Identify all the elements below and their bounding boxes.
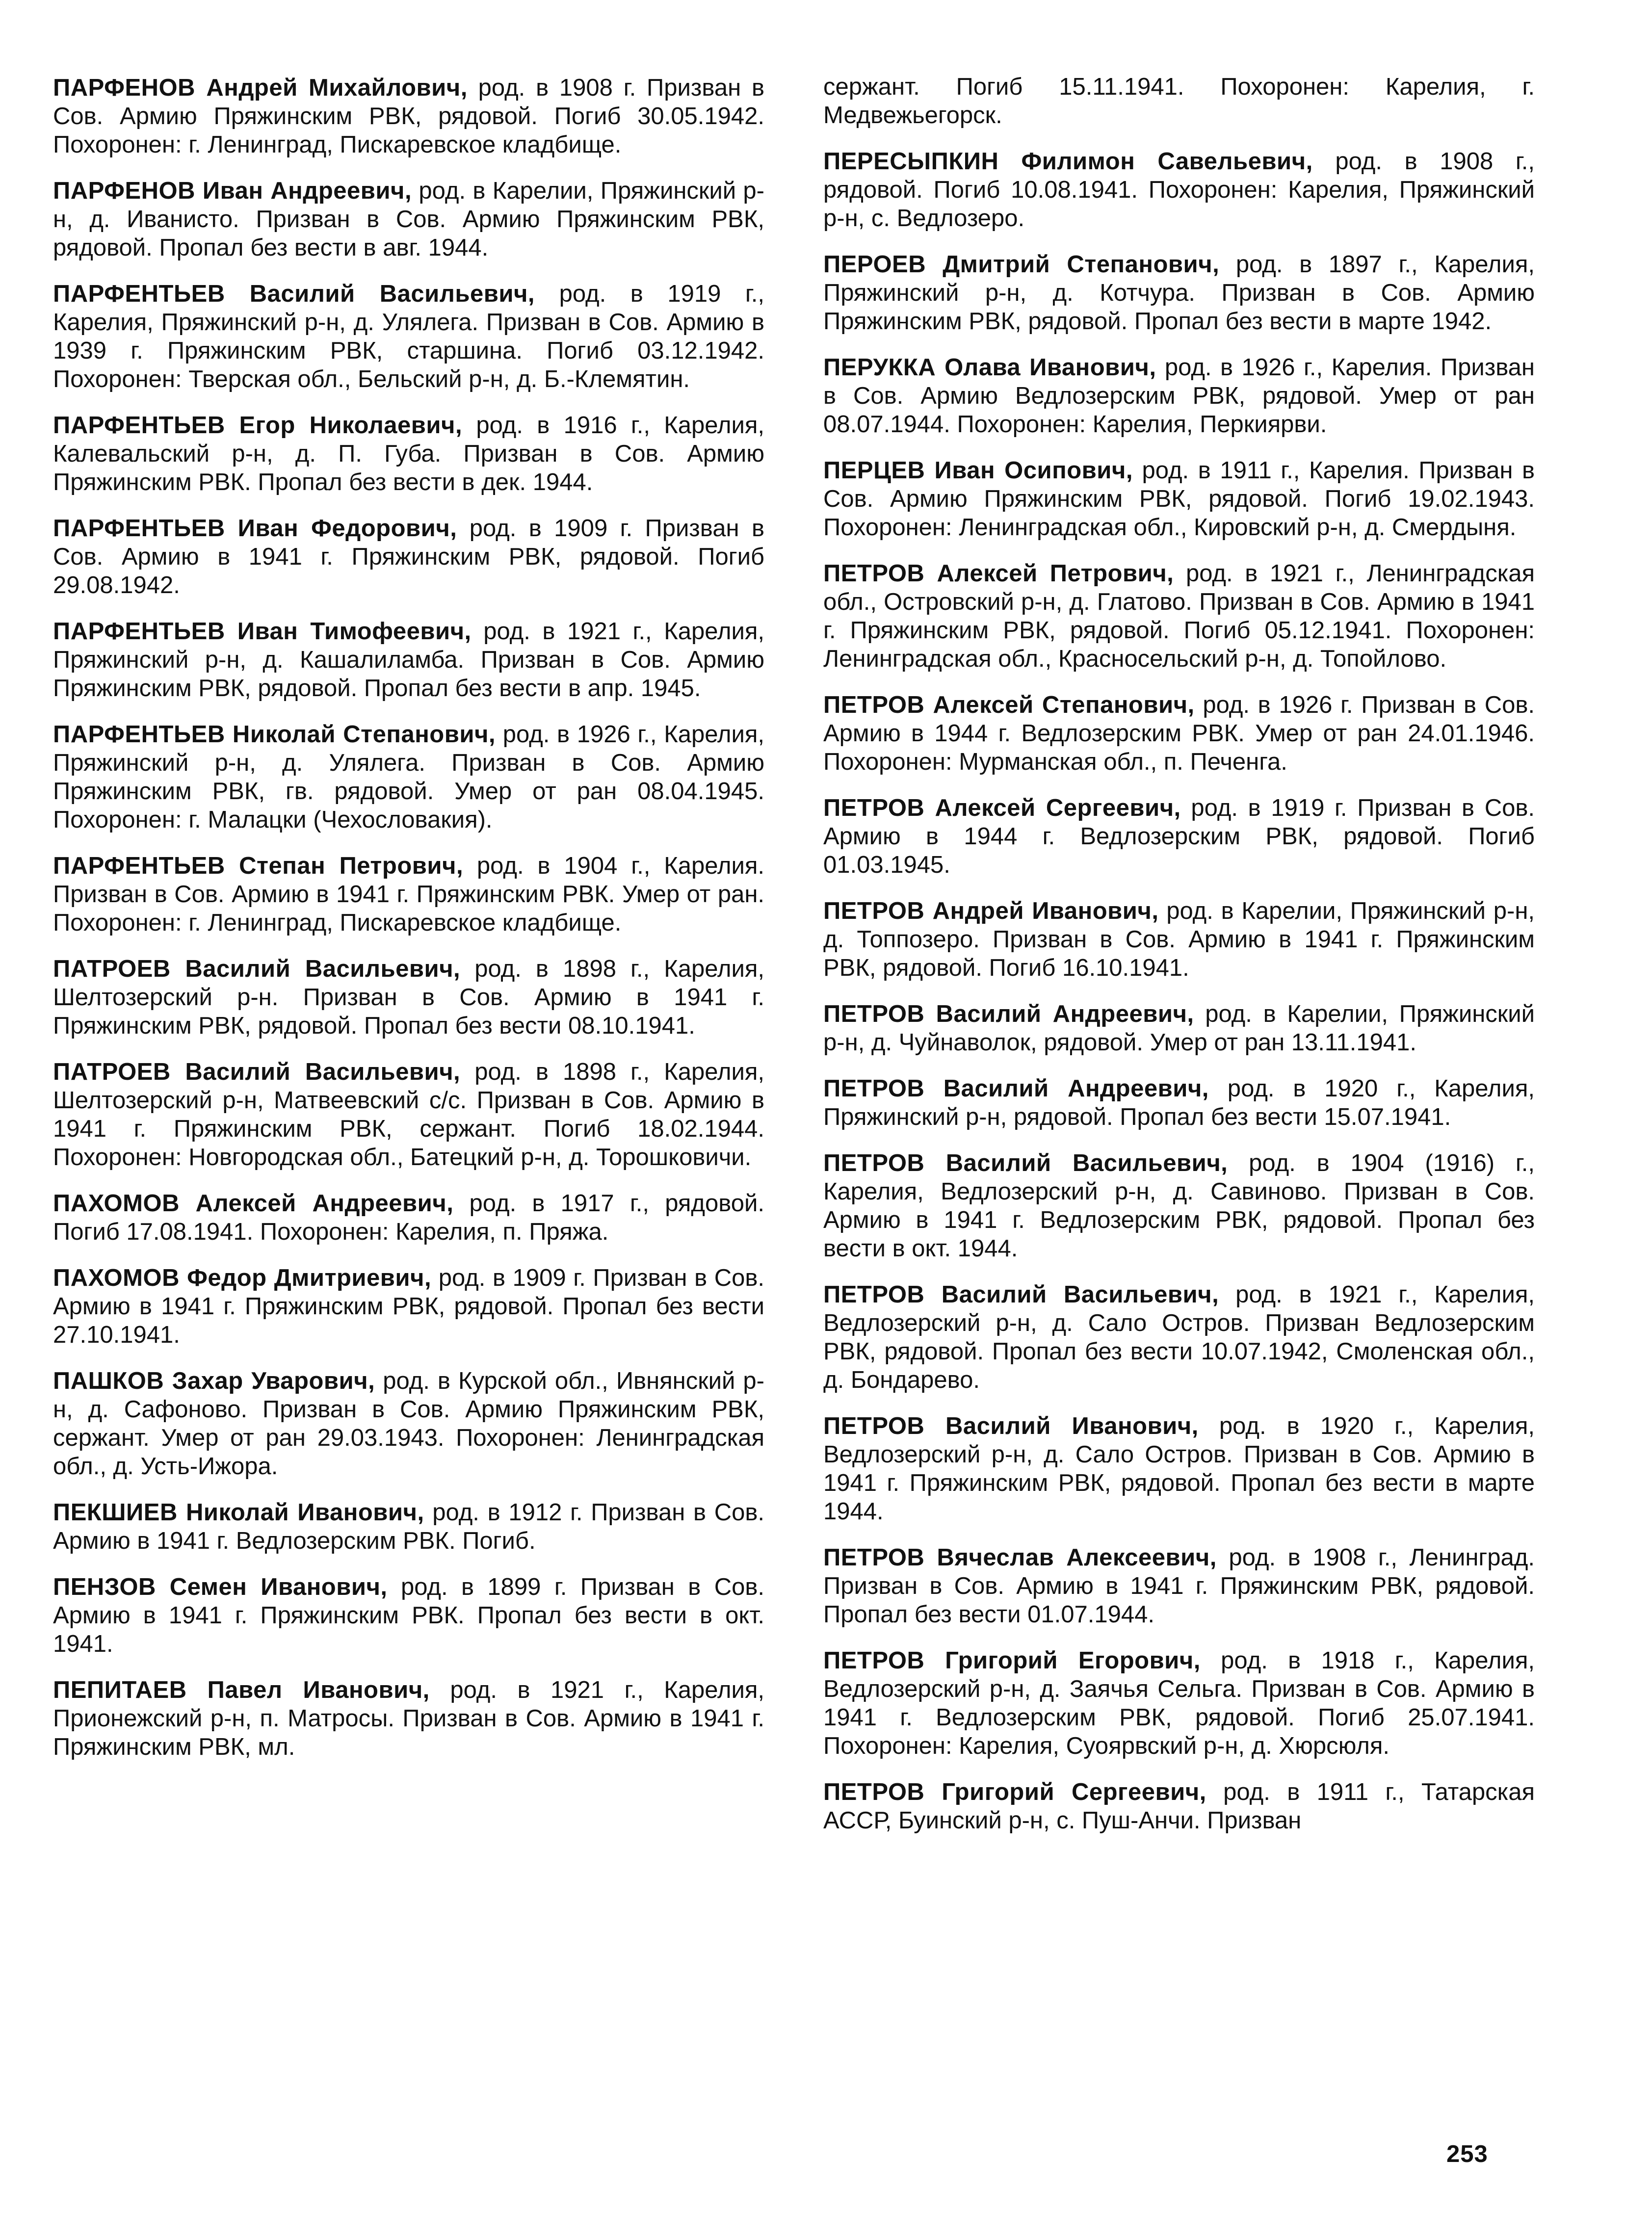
entry-text: род. в Курской обл., Ивнянский р-н, д. Сафоново. Призван в Сов. Армию Пряжинским РВК, сержант. Умер от ран 29.03.1943. Похоронен: Ленинградская обл., д. Усть-Ижора. (53, 1368, 765, 1480)
entry-name: ПЕТРОВ Андрей Иванович, (823, 898, 1159, 924)
entry-text: род. в 1926 г., Карелия, Пряжинский р-н, д. Улялега. Призван в Сов. Армию Пряжинским РВК, гв. рядовой. Умер от ран 08.04.1945. Похоронен: г. Малацки (Чехословакия). (53, 721, 764, 833)
entry-text: род. в 1918 г., Карелия, Ведлозерский р-н, д. Заячья Сельга. Призван в Сов. Армию в 1941 г. Ведлозерским РВК, рядовой. Погиб 25.07.1941. Похоронен: Карелия, Суоярвский р-н, д. Хюрсюля. (823, 1647, 1535, 1759)
entry-text: род. в 1909 г. Призван в Сов. Армию в 1941 г. Пряжинским РВК, рядовой. Погиб 29.08.1942. (53, 515, 764, 599)
register-entry (53, 720, 764, 834)
entry-text: род. в 1921 г., Карелия, Пряжинский р-н, д. Кашалиламба. Призван в Сов. Армию Пряжинским РВК, рядовой. Пропал без вести в апр. 1945. (53, 618, 765, 702)
entry-name: ПЕТРОВ Григорий Сергеевич, (823, 1779, 1206, 1805)
entry-text: сержант. Погиб 15.11.1941. Похоронен: Карелия, г. Медвежьегорск. (823, 74, 1535, 129)
entry-name: ПЕТРОВ Алексей Сергеевич, (823, 795, 1181, 821)
entry-text: род. в 1920 г., Карелия, Ведлозерский р-н, д. Сало Остров. Призван в Сов. Армию в 1941 г. Пряжинским РВК, рядовой. Пропал без вести в марте 1944. (823, 1413, 1535, 1525)
register-entry (53, 280, 764, 393)
register-entry (53, 1189, 764, 1246)
entry-name: ПЕТРОВ Алексей Степанович, (823, 692, 1195, 718)
entry-text: род. в 1920 г., Карелия, Пряжинский р-н, рядовой. Пропал без вести 15.07.1941. (823, 1075, 1535, 1130)
entry-name: ПЕТРОВ Василий Андреевич, (823, 1075, 1209, 1102)
register-entry (53, 177, 764, 262)
entry-name: ПЕРЦЕВ Иван Осипович, (823, 457, 1133, 484)
register-entry (823, 897, 1535, 982)
register-entry (823, 147, 1535, 233)
register-entry (53, 1367, 764, 1481)
register-entry (53, 1264, 764, 1349)
entry-name: ПЕПИТАЕВ Павел Иванович, (53, 1677, 430, 1703)
register-entry (53, 74, 764, 159)
entry-name: ПЕТРОВ Василий Иванович, (823, 1413, 1199, 1439)
entry-name: ПЕКШИЕВ Николай Иванович, (53, 1499, 424, 1526)
entry-text: род. в 1911 г., Татарская АССР, Буинский р-н, с. Пуш-Анчи. Призван (823, 1779, 1535, 1834)
entry-text: род. в 1898 г., Карелия, Шелтозерский р-н, Матвеевский с/с. Призван в Сов. Армию в 1941 г. Пряжинским РВК, сержант. Погиб 18.02.1944. Похоронен: Новгородская обл., Батецкий р-н, д. Торошковичи. (53, 1059, 764, 1171)
entry-text: род. в 1898 г., Карелия, Шелтозерский р-н. Призван в Сов. Армию в 1941 г. Пряжинским РВК, рядовой. Пропал без вести 08.10.1941. (53, 956, 764, 1039)
right-column (823, 73, 1535, 1852)
entry-name: ПЕРОЕВ Дмитрий Степанович, (823, 251, 1220, 278)
entry-name: ПЕТРОВ Василий Васильевич, (823, 1281, 1219, 1308)
entry-text: род. в 1904 (1916) г., Карелия, Ведлозерский р-н, д. Савиново. Призван в Сов. Армию в 1941 г. Ведлозерским РВК, рядовой. Пропал без вести в окт. 1944. (823, 1150, 1535, 1262)
entry-text: род. в 1908 г. Призван в Сов. Армию Пряжинским РВК, рядовой. Погиб 30.05.1942. Похоронен: г. Ленинград, Пискаревское кладбище. (53, 75, 764, 158)
entry-text: род. в 1921 г., Карелия, Ведлозерский р-н, д. Сало Остров. Призван Ведлозерским РВК, рядовой. Пропал без вести 10.07.1942, Смоленская обл., д. Бондарево. (823, 1281, 1535, 1393)
page-number: 253 (1446, 2141, 1488, 2167)
entry-text: род. в 1916 г., Карелия, Калевальский р-н, д. П. Губа. Призван в Сов. Армию Пряжинским РВК. Пропал без вести в дек. 1944. (53, 412, 764, 495)
entry-text: род. в 1909 г. Призван в Сов. Армию в 1941 г. Пряжинским РВК, рядовой. Пропал без вести 27.10.1941. (53, 1265, 764, 1348)
register-entry (53, 1573, 764, 1658)
entry-text: род. в Карелии, Пряжинский р-н, д. Иванисто. Призван в Сов. Армию Пряжинским РВК, рядовой. Пропал без вести в авг. 1944. (53, 178, 764, 261)
entry-text: род. в 1911 г., Карелия. Призван в Сов. Армию Пряжинским РВК, рядовой. Погиб 19.02.1943. Похоронен: Ленинградская обл., Кировский р-н, д. Смердыня. (823, 457, 1535, 541)
register-entry (823, 73, 1535, 130)
register-entry (823, 794, 1535, 879)
register-entry (823, 1646, 1535, 1760)
entry-text: род. в 1899 г. Призван в Сов. Армию в 1941 г. Пряжинским РВК. Пропал без вести в окт. 1941. (53, 1574, 764, 1657)
entry-name: ПЕНЗОВ Семен Иванович, (53, 1574, 388, 1600)
register-entry (823, 691, 1535, 776)
entry-name: ПЕТРОВ Григорий Егорович, (823, 1647, 1201, 1674)
left-column (53, 74, 764, 1779)
entry-text: род. в 1926 г. Призван в Сов. Армию в 1944 г. Ведлозерским РВК. Умер от ран 24.01.1946. Похоронен: Мурманская обл., п. Печенга. (823, 692, 1535, 775)
entry-name: ПАТРОЕВ Василий Васильевич, (53, 956, 461, 982)
register-entry (53, 514, 764, 599)
register-entry (823, 1000, 1535, 1057)
entry-name: ПЕТРОВ Василий Андреевич, (823, 1001, 1194, 1027)
entry-name: ПАРФЕНТЬЕВ Иван Федорович, (53, 515, 457, 542)
entry-name: ПЕРЕСЫПКИН Филимон Савельевич, (823, 148, 1313, 175)
register-entry (823, 250, 1535, 336)
register-entry (823, 456, 1535, 542)
entry-text: род. в 1919 г., Карелия, Пряжинский р-н, д. Улялега. Призван в Сов. Армию в 1939 г. Пряжинским РВК, старшина. Погиб 03.12.1942. Похоронен: Тверская обл., Бельский р-н, д. Б.-Клемятин. (53, 281, 764, 392)
entry-name: ПАРФЕНТЬЕВ Николай Степанович, (53, 721, 496, 748)
register-entry (53, 1058, 764, 1172)
register-entry (823, 1412, 1535, 1526)
entry-text: род. в Карелии, Пряжинский р-н, д. Чуйнаволок, рядовой. Умер от ран 13.11.1941. (823, 1001, 1535, 1056)
entry-name: ПЕТРОВ Вячеслав Алексеевич, (823, 1544, 1217, 1571)
entry-text: род. в 1921 г., Карелия, Прионежский р-н, п. Матросы. Призван в Сов. Армию в 1941 г. Пряжинским РВК, мл. (53, 1677, 764, 1760)
entry-text: род. в 1908 г., рядовой. Погиб 10.08.1941. Похоронен: Карелия, Пряжинский р-н, с. Ведлозеро. (823, 148, 1535, 232)
entry-text: род. в 1921 г., Ленинградская обл., Островский р-н, д. Глатово. Призван в Сов. Армию в 1941 г. Пряжинским РВК, рядовой. Погиб 05.12.1941. Похоронен: Ленинградская обл., Красносельский р-н, д. Топойлово. (823, 560, 1535, 672)
register-entry (53, 411, 764, 496)
entry-text: род. в 1912 г. Призван в Сов. Армию в 1941 г. Ведлозерским РВК. Погиб. (53, 1499, 764, 1554)
register-entry (823, 1074, 1535, 1131)
entry-text: род. в 1926 г., Карелия. Призван в Сов. Армию Ведлозерским РВК, рядовой. Умер от ран 08.07.1944. Похоронен: Карелия, Перкиярви. (823, 354, 1535, 438)
entry-name: ПАШКОВ Захар Уварович, (53, 1368, 375, 1394)
register-entry (823, 559, 1535, 673)
entry-name: ПАРФЕНТЬЕВ Степан Петрович, (53, 853, 464, 879)
entry-name: ПАХОМОВ Алексей Андреевич, (53, 1190, 454, 1217)
register-entry (823, 1543, 1535, 1629)
entry-name: ПАРФЕНТЬЕВ Иван Тимофеевич, (53, 618, 472, 645)
entry-text: род. в 1917 г., рядовой. Погиб 17.08.1941. Похоронен: Карелия, п. Пряжа. (53, 1190, 764, 1245)
entry-name: ПАРФЕНТЬЕВ Егор Николаевич, (53, 412, 463, 439)
register-entry (823, 1280, 1535, 1394)
register-entry (823, 353, 1535, 439)
register-entry (53, 1676, 764, 1761)
entry-name: ПАРФЕНОВ Андрей Михайлович, (53, 75, 468, 101)
register-entry (53, 617, 764, 703)
entry-text: род. в 1919 г. Призван в Сов. Армию в 1944 г. Ведлозерским РВК, рядовой. Погиб 01.03.1945. (823, 795, 1535, 878)
entry-name: ПАРФЕНОВ Иван Андреевич, (53, 178, 412, 204)
entry-text: род. в Карелии, Пряжинский р-н, д. Топпозеро. Призван в Сов. Армию в 1941 г. Пряжинским РВК, рядовой. Погиб 16.10.1941. (823, 898, 1535, 981)
entry-name: ПАХОМОВ Федор Дмитриевич, (53, 1265, 432, 1291)
register-entry (53, 852, 764, 937)
register-entry (53, 955, 764, 1040)
register-entry (823, 1778, 1535, 1835)
entry-name: ПАРФЕНТЬЕВ Василий Васильевич, (53, 281, 535, 307)
entry-name: ПЕТРОВ Алексей Петрович, (823, 560, 1174, 587)
entry-text: род. в 1908 г., Ленинград. Призван в Сов. Армию в 1941 г. Пряжинским РВК, рядовой. Пропал без вести 01.07.1944. (823, 1544, 1535, 1628)
entry-name: ПЕТРОВ Василий Васильевич, (823, 1150, 1228, 1176)
register-entry (53, 1498, 764, 1555)
entry-text: род. в 1897 г., Карелия, Пряжинский р-н, д. Котчура. Призван в Сов. Армию Пряжинским РВК, рядовой. Пропал без вести в марте 1942. (823, 251, 1535, 335)
entry-text: род. в 1904 г., Карелия. Призван в Сов. Армию в 1941 г. Пряжинским РВК. Умер от ран. Похоронен: г. Ленинград, Пискаревское кладбище. (53, 853, 764, 936)
entry-name: ПАТРОЕВ Василий Васильевич, (53, 1059, 461, 1085)
entry-name: ПЕРУККА Олава Иванович, (823, 354, 1156, 381)
register-entry (823, 1149, 1535, 1263)
